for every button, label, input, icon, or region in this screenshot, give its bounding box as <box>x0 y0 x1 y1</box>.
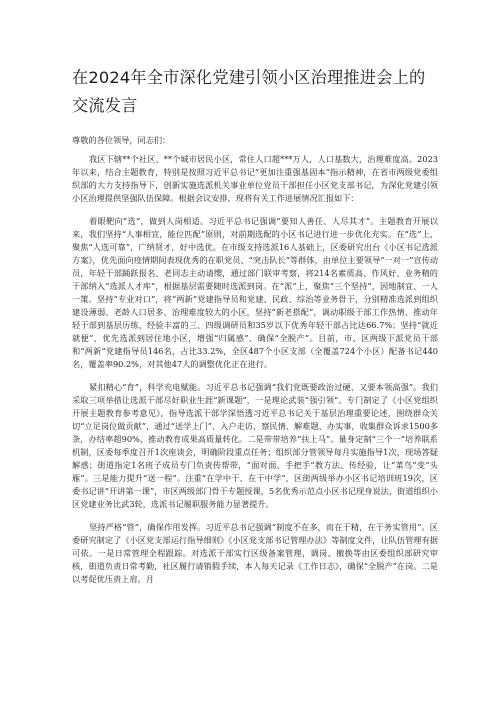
document-title: 在2024年全市深化党建引领小区治理推进会上的交流发言 <box>72 68 426 115</box>
paragraph-manage: 坚持严格“管”，确保作用发挥。习近平总书记强调“制度不在多，而在于精，在于务实管用”。区委研究制定了《小区党支部运行指导细则》《小区党支部书记管理办法》等制度文件，让队伍管理有据可依。一是日常管理全程跟踪。对选派干部实行区级备案管理，调岗、撤换等由区委组织部研究审核，街道负责日常考勤，社区履行请销假手续，本人每天记录《工作日志》，确保“全脱产”在岗。二是以考促优压责上肩。月 <box>72 522 438 584</box>
paragraph-select: 着眼靶向“选”，做到人岗相适。习近平总书记强调“要知人善任、人尽其才”。主题教育开展以来，我们坚持“人事相宜，能位匹配”原则，对前期选配的小区书记进行进一步优化充实。在“选”上，聚焦“人选可靠”，广纳贤才，好中选优。在市级支持选派16人基础上，区委研究出台《小区书记选派方案》，优先面向疫情期间表现优秀的在职党员、“突击队长”等群体，由单位主要领导“一对一”宣传动员，年轻干部踊跃报名、老同志主动请缨，通过部门联审考察，将214名素质高、作风好、业务精的干部纳入“选派人才库”，根据基层需要随时选派到岗。在“派”上，聚焦“三个坚持”，因地制宜、一人一策。坚持“专业对口”，将“两新”党建指导员和党建、民政、综治等业务骨干，分别精准选派到组织建设薄弱、老龄人口居多、治理难度较大的小区，坚持“新老搭配”，调动职级干部工作热情、推动年轻干部到基层历练，经验丰富的三、四级调研员和35岁以下优秀年轻干部占比达66.7%；坚持“就近就便”，优先选派到居住地小区，增强“归属感”、确保“全脱产”。目前，市、区两级下派党员干部和“两新”党建指导员146名，占比33.2%，全区487个小区支部（全覆盖724个小区）配备书记440名，覆盖率90.2%，对其他47人的调整优化正在进行。 <box>72 216 438 369</box>
salutation: 尊敬的各位领导，同志们： <box>72 135 171 145</box>
paragraph-intro: 我区下辖**个社区、**个城市居民小区，常住人口超***万人，人口基数大，治理难度高。2023年以来，结合主题教育，特别是按照习近平总书记“更加注重强基固本”指示精神，在省市两级党委组织部的大力支持指导下，创新实施选派机关事业单位党员干部担任小区党支部书记，为深化党建引领小区治理提供坚强队伍保障。根据会议安排，现将有关工作进展情况汇报如下： <box>72 154 438 203</box>
paragraph-cultivate: 紧扣精心“育”，科学充电赋能。习近平总书记强调“我们党既要政治过硬、又要本领高强”。我们采取三项举措让选派干部尽好职业生涯“新课题”，一是理论武装“强引领”。专门制定了《小区党组织开展主题教育参考意见》，指导选派干部学深悟透习近平总书记关于基层治理重要论述，围绕群众关切“立足岗位做贡献”，通过“送学上门”、入户走访，察民情、解难题、办实事，收集群众诉求1500多条，办结率超90%，推动教育成果高质量转化。二是带带培养“扶上马”。量身定制“三个一”培养联系机制，区委每季度召开1次座谈会，明确阶段重点任务；组织部分管领导每月实施指导1次，现场答疑解惑；街道指定1名班子成员专门负责传帮带，“面对面、手把手”教方法、传经验，让“菜鸟”变“头雁”。三是能力提升“送一程”。注重“在学中干、在干中学”，区街两级举办小区书记培训班19次，区委书记讲“开讲第一课”，市区两级部门骨干专题授课，5名优秀示范点小区书记现身说法，街道组织小区党建业务比武3轮，选派书记履职服务能力显著提升。 <box>72 382 438 509</box>
